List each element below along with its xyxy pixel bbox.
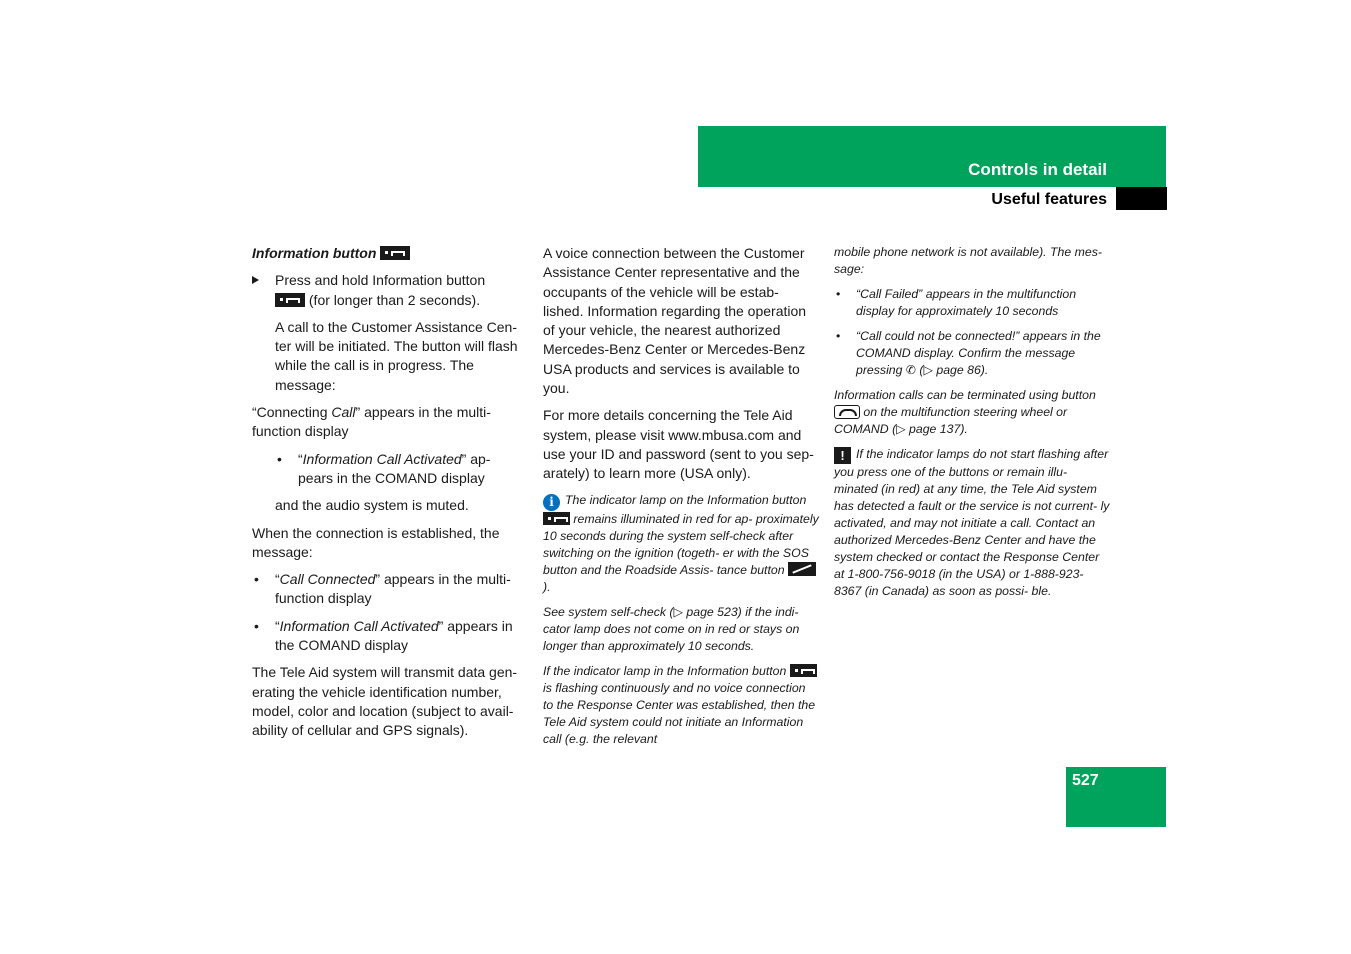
muted-text: and the audio system is muted. <box>275 497 469 514</box>
continued-text: mobile phone network is not available). The mes- sage: <box>834 245 1102 276</box>
info-note: i The indicator lamp on the Information button remains illuminated in red for ap- proximately 10 seconds during the system self-check after switching on the ignition (togeth- er with the SOS button and the Roadside Assis- tance button ). <box>543 492 819 594</box>
phone-hangup-icon <box>834 405 860 419</box>
roadside-assistance-wrench-icon <box>788 562 816 576</box>
list-item: • “Call could not be connected!” appears in the COMAND display. Confirm the message pressing ✆ (▷ page 86). <box>834 328 1110 379</box>
connecting-text: “Connecting Call” appears in the multi- function display <box>252 404 491 440</box>
info-button-heading: Information button <box>252 244 528 263</box>
information-button-icon <box>543 512 570 525</box>
comand-knob-icon: ✆ <box>905 363 916 377</box>
info-circle-icon: i <box>543 494 560 511</box>
header-marker-block <box>1116 187 1167 210</box>
warning-note: ! If the indicator lamps do not start flashing after you press one of the buttons or remain illu- minated (in red) at any time, the Tele Aid system has detected a fault or the service is not current- ly activated, and may not initiate a call. Contact an authorized Mercedes-Benz Center and have the system checked or contact the Response Center at 1-800-756-9018 (in the USA) or 1-888-923-8367 (in Canada) as soon as possi- ble. <box>834 447 1110 598</box>
column-3 <box>834 244 1110 608</box>
voice-connection-text: A voice connection between the Customer Assistance Center representative and the occupants of the vehicle will be estab- lished. Information regarding the operation of your vehicle, the nearest authorized Mercedes-Benz Center or Mercedes-Benz USA products and services is available to you. <box>543 245 807 397</box>
call-initiated-text: A call to the Customer Assistance Cen- ter will be initiated. The button will flash while the call is in progress. The message: <box>275 318 518 393</box>
section-subtitle: Useful features <box>991 191 1107 208</box>
instruction-step: Press and hold Information button (for longer than 2 seconds). <box>252 271 528 310</box>
section-title: Controls in detail <box>968 160 1107 179</box>
more-details-text: For more details concerning the Tele Aid system, please visit www.mbusa.com and use your ID and password (sent to you sep- arately) to learn more (USA only). <box>543 407 814 482</box>
terminate-text: Information calls can be terminated using button on the multifunction steering wheel or COMAND (▷ page 137). <box>834 388 1096 436</box>
exclamation-warning-icon: ! <box>834 447 851 464</box>
list-item: • “Information Call Activated” ap- pears in the COMAND display <box>252 450 528 489</box>
flashing-note: If the indicator lamp in the Information button is flashing continuously and no voice connection to the Response Center was established, then the Tele Aid system could not initiate an Information call (e.g. the relevant <box>543 663 816 746</box>
self-check-note: See system self-check (▷ page 523) if the indi- cator lamp does not come on in red or stays on longer than approximately 10 seconds. <box>543 604 800 653</box>
page-number: 527 <box>1072 772 1099 789</box>
list-item: • “Call Connected” appears in the multi- function display <box>252 570 528 609</box>
column-2 <box>543 244 819 756</box>
column-1 <box>252 244 528 749</box>
list-item: • “Call Failed” appears in the multifunction display for approximately 10 seconds <box>834 286 1110 320</box>
information-button-icon <box>275 293 305 307</box>
information-button-icon <box>790 664 817 677</box>
data-transmit-text: The Tele Aid system will transmit data gen- erating the vehicle identification number, model, color and location (subject to avail- ability of cellular and GPS signals). <box>252 664 518 739</box>
information-button-icon <box>380 246 410 260</box>
step-arrow-icon <box>252 276 259 284</box>
list-item: • “Information Call Activated” appears in the COMAND display <box>252 617 528 656</box>
established-text: When the connection is established, the message: <box>252 524 500 560</box>
